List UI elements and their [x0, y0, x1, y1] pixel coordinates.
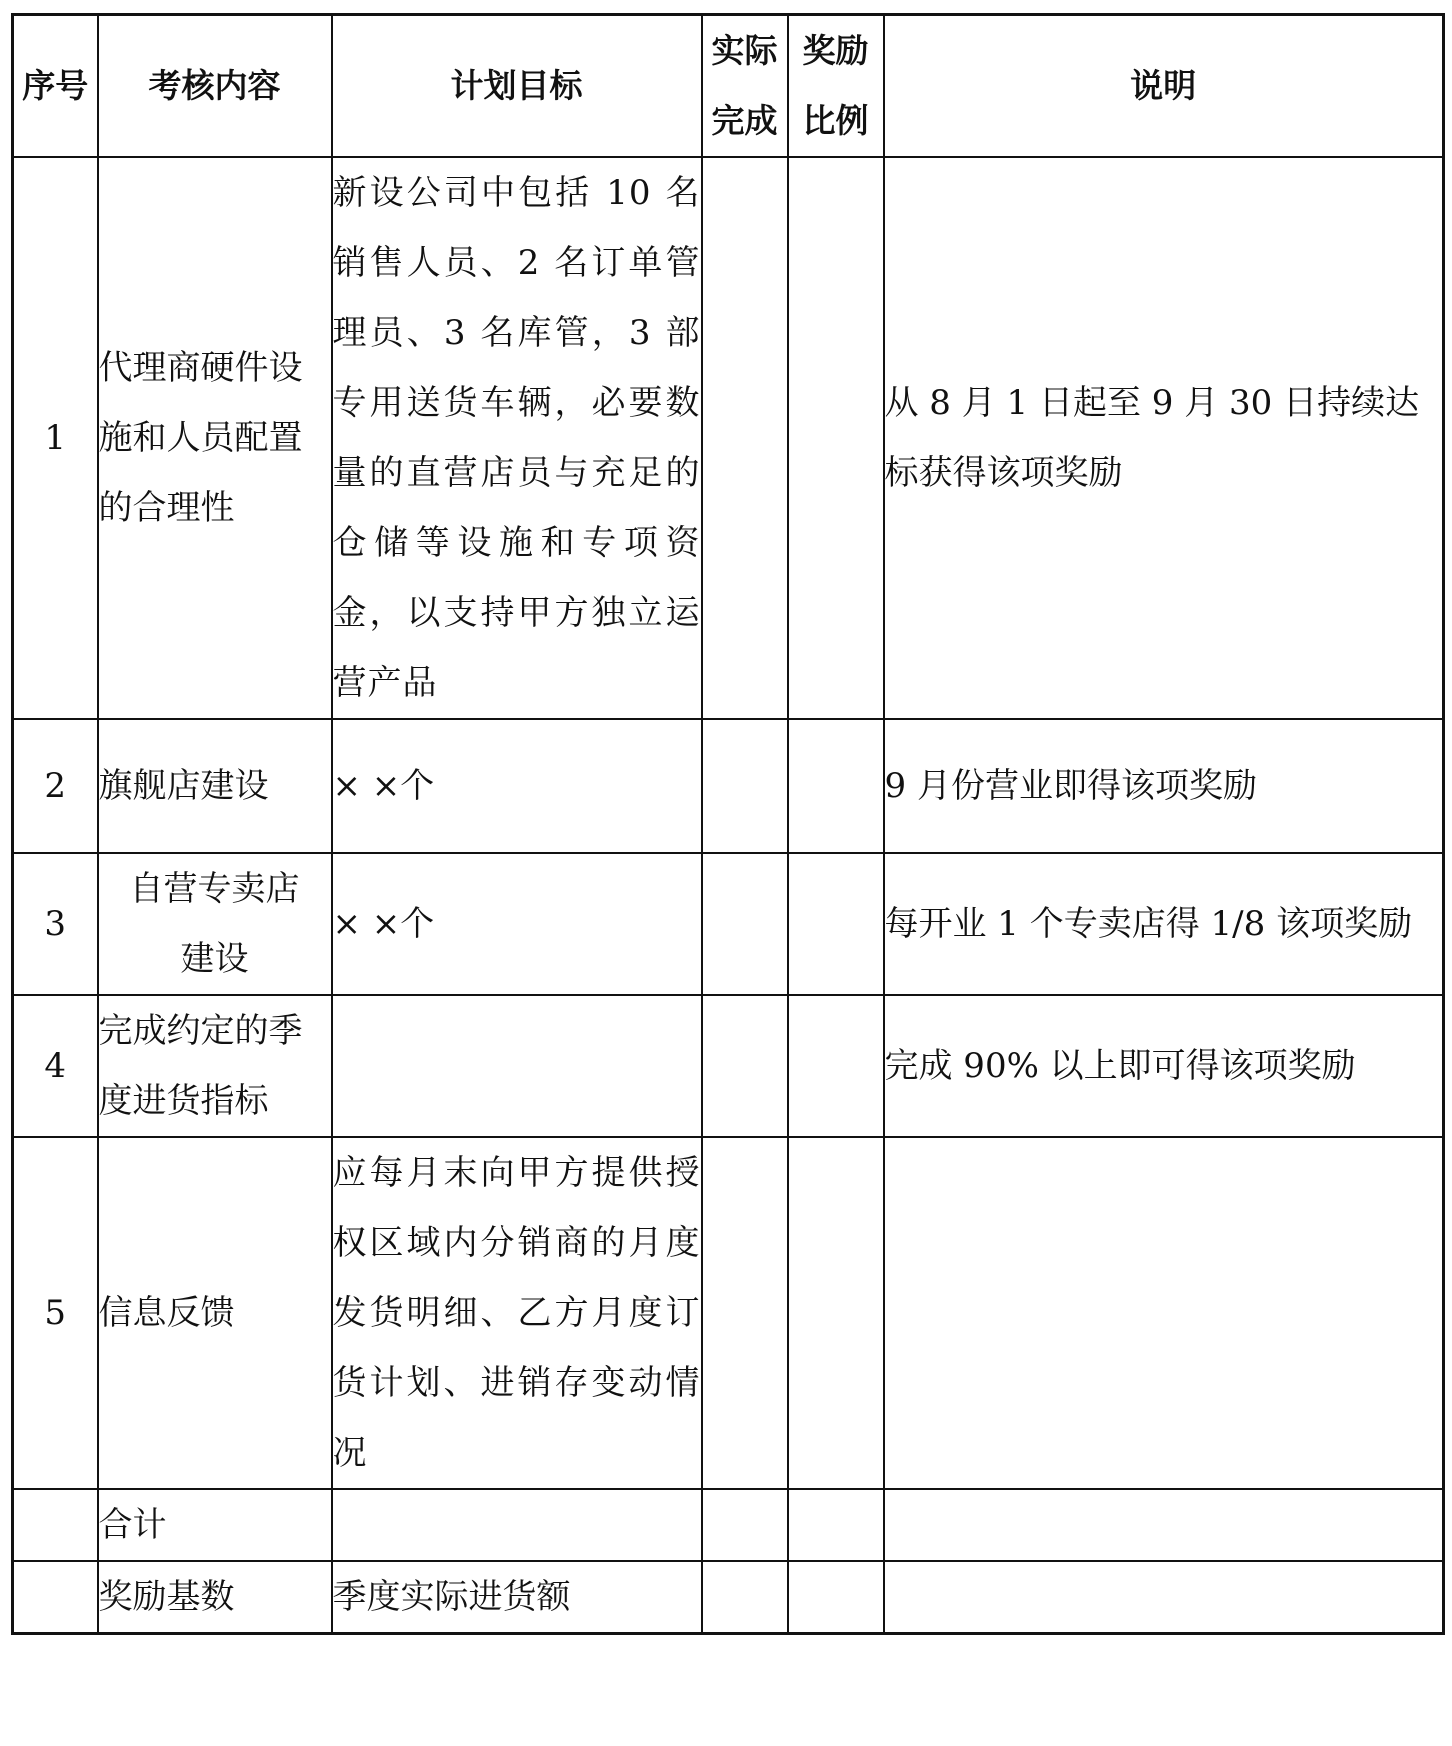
table-row [13, 157, 1444, 719]
row-no [13, 1489, 98, 1561]
row-note: 每开业 1 个专卖店得 1/8 该项奖励 [884, 853, 1444, 995]
row-target: 应每月末向甲方提供授权区域内分销商的月度发货明细、乙方月度订货计划、进销存变动情况 [332, 1137, 702, 1489]
row-content: 奖励基数 [98, 1561, 332, 1634]
row-target: 季度实际进货额 [332, 1561, 702, 1634]
row-note [884, 1137, 1444, 1489]
row-no: 2 [13, 719, 98, 853]
row-note: 完成 90% 以上即可得该项奖励 [884, 995, 1444, 1137]
row-ratio [788, 995, 884, 1137]
table-row [13, 1561, 1444, 1634]
row-actual [702, 1561, 788, 1634]
table-row [13, 1489, 1444, 1561]
row-content: 信息反馈 [98, 1137, 332, 1489]
row-actual [702, 1489, 788, 1561]
row-target: × ×个 [332, 719, 702, 853]
row-ratio [788, 719, 884, 853]
table-row [13, 1137, 1444, 1489]
header-ratio-line1: 奖励 [802, 31, 869, 70]
row-ratio [788, 157, 884, 719]
row-ratio [788, 1561, 884, 1634]
row-actual [702, 995, 788, 1137]
row-note: 从 8 月 1 日起至 9 月 30 日持续达标获得该项奖励 [884, 157, 1444, 719]
header-note: 说明 [884, 15, 1444, 158]
row-no: 4 [13, 995, 98, 1137]
row-actual [702, 157, 788, 719]
row-content: 合计 [98, 1489, 332, 1561]
row-ratio [788, 853, 884, 995]
header-actual-line1: 实际 [711, 31, 778, 70]
table-row [13, 719, 1444, 853]
row-target: × ×个 [332, 853, 702, 995]
row-no [13, 1561, 98, 1634]
row-content: 旗舰店建设 [98, 719, 332, 853]
header-row [13, 15, 1444, 158]
header-content: 考核内容 [98, 15, 332, 158]
header-ratio [788, 15, 884, 158]
row-target: 新设公司中包括 10 名销售人员、2 名订单管理员、3 名库管，3 部专用送货车辆，必要数量的直营店员与充足的仓储等设施和专项资金，以支持甲方独立运营产品 [332, 157, 702, 719]
header-actual-line2: 完成 [711, 101, 778, 140]
row-content: 代理商硬件设施和人员配置的合理性 [98, 157, 332, 719]
row-ratio [788, 1489, 884, 1561]
row-ratio [788, 1137, 884, 1489]
header-actual [702, 15, 788, 158]
incentive-table [11, 13, 1445, 1635]
row-actual [702, 719, 788, 853]
table-row [13, 853, 1444, 995]
row-content: 完成约定的季度进货指标 [98, 995, 332, 1137]
row-target [332, 1489, 702, 1561]
row-no: 3 [13, 853, 98, 995]
header-no: 序号 [13, 15, 98, 158]
table-row [13, 995, 1444, 1137]
row-note: 9 月份营业即得该项奖励 [884, 719, 1444, 853]
row-actual [702, 1137, 788, 1489]
row-target [332, 995, 702, 1137]
header-target: 计划目标 [332, 15, 702, 158]
header-ratio-line2: 比例 [802, 101, 869, 140]
row-note [884, 1561, 1444, 1634]
row-no: 5 [13, 1137, 98, 1489]
row-no: 1 [13, 157, 98, 719]
row-content: 自营专卖店建设 [98, 853, 332, 995]
row-actual [702, 853, 788, 995]
row-note [884, 1489, 1444, 1561]
